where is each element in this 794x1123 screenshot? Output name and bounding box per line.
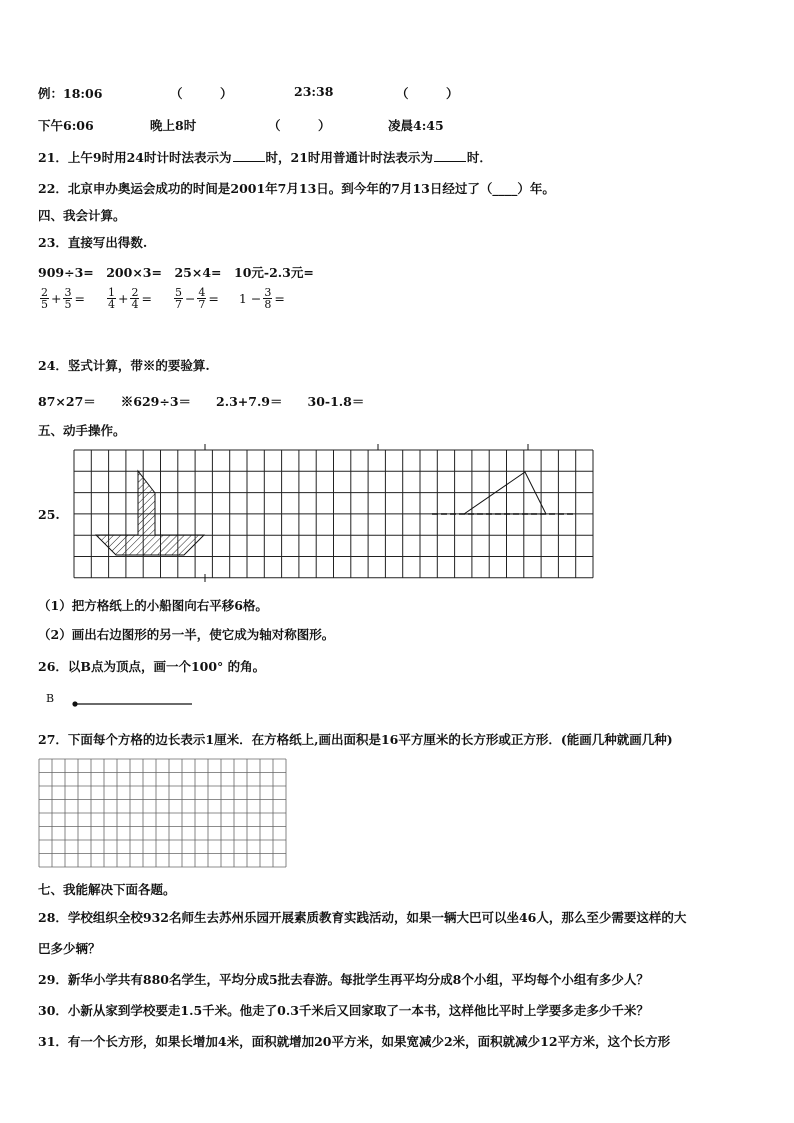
question-24-title: 24．竖式计算，带※的要验算. xyxy=(38,358,210,373)
question-31: 31．有一个长方形，如果长增加4米，面积就增加20平方米，如果宽减少2米，面积就减少12平方米，这个长方形 xyxy=(38,1034,671,1049)
q25-task-1: （1）把方格纸上的小船图向右平移6格。 xyxy=(38,598,268,613)
point-b-label: B xyxy=(46,692,55,705)
q24-calculation-row: 87×27＝ ※629÷3＝ 2.3+7.9＝ 30-1.8＝ xyxy=(38,394,365,409)
boat-shape xyxy=(96,471,204,555)
question-23-title: 23．直接写出得数. xyxy=(38,235,148,250)
fraction: $\frac{2}{4}$ xyxy=(131,286,139,311)
question-27: 27．下面每个方格的边长表示1厘米．在方格纸上,画出面积是16平方厘米的长方形或正方形．(能画几种就画几种) xyxy=(38,732,673,747)
q23-arithmetic-row: 909÷3= 200×3= 25×4= 10元-2.3元= xyxy=(38,265,314,280)
q23-fraction-row xyxy=(38,287,305,310)
question-28-line-2: 巴多少辆？ xyxy=(38,941,101,956)
fraction-expression: $\frac{1}{4}$ + $\frac{2}{4}$ = xyxy=(107,286,152,311)
q27-square-grid[interactable] xyxy=(38,758,288,870)
angle-ray-figure[interactable] xyxy=(70,696,200,710)
answer-paren: （ ） xyxy=(396,86,459,101)
question-28-line-1: 28．学校组织全校932名师生去苏州乐园开展素质教育实践活动，如果一辆大巴可以坐46人，那么至少需要这样的大 xyxy=(38,910,687,925)
time-example: 例：18:06 xyxy=(38,86,103,101)
answer-blank[interactable] xyxy=(233,151,265,162)
fraction: $\frac{2}{5}$ xyxy=(41,286,48,311)
fraction: $\frac{3}{5}$ xyxy=(64,286,72,311)
section-7-heading: 七、我能解决下面各题。 xyxy=(38,882,176,897)
fraction-expression: 1 − $\frac{3}{8}$ = xyxy=(238,286,285,311)
question-26: 26．以B点为顶点，画一个100° 的角。 xyxy=(38,659,266,674)
question-21 xyxy=(38,148,492,166)
q25-task-2: （2）画出右边图形的另一半，使它成为轴对称图形。 xyxy=(38,627,335,642)
question-22: 22．北京申办奥运会成功的时间是2001年7月13日。到今年的7月13日经过了（____）年。 xyxy=(38,181,555,196)
q21-part-a: 21．上午9时用24时计时法表示为 xyxy=(38,150,232,165)
fraction: $\frac{5}{7}$ xyxy=(174,286,182,311)
fraction: $\frac{1}{4}$ xyxy=(107,286,115,311)
fraction-expression: $\frac{5}{7}$ − $\frac{4}{7}$ = xyxy=(174,286,219,311)
question-25-number: 25. xyxy=(38,507,60,522)
section-5-heading: 五、动手操作。 xyxy=(38,423,126,438)
time-value: 下午6:06 xyxy=(38,118,94,133)
fraction: $\frac{4}{7}$ xyxy=(198,286,206,311)
time-value: 23:38 xyxy=(294,84,334,99)
time-value: 晚上8时 xyxy=(150,118,197,133)
square-grid xyxy=(39,759,286,867)
answer-blank[interactable] xyxy=(434,151,466,162)
answer-paren: （ ） xyxy=(170,86,233,101)
time-value: 凌晨4:45 xyxy=(388,118,444,133)
fraction-expression: $\frac{2}{5}$ + $\frac{3}{5}$ = xyxy=(41,286,85,311)
q25-grid-figure[interactable] xyxy=(60,440,600,590)
q21-part-c: 时． xyxy=(466,150,492,165)
section-4-heading: 四、我会计算。 xyxy=(38,208,126,223)
q21-part-b: 时，21时用普通计时法表示为 xyxy=(265,150,433,165)
fraction: $\frac{3}{8}$ xyxy=(264,286,272,311)
answer-paren: （ ） xyxy=(268,118,331,133)
question-29: 29．新华小学共有880名学生，平均分成5批去春游。每批学生再平均分成8个小组，平均每个小组有多少人？ xyxy=(38,972,649,987)
question-30: 30．小新从家到学校要走1.5千米。他走了0.3千米后又回家取了一本书，这样他比平时上学要多走多少千米？ xyxy=(38,1003,649,1018)
